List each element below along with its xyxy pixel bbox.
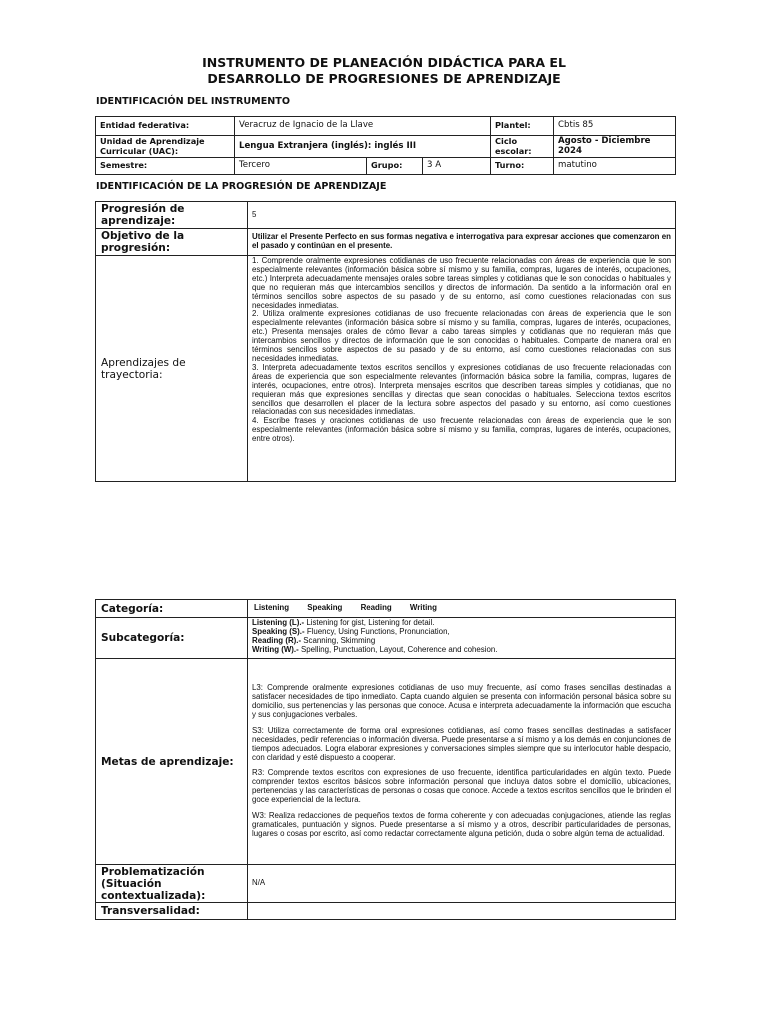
subcategoria-item — [252, 646, 671, 655]
entidad-value: Veracruz de Ignacio de la Llave — [235, 117, 491, 136]
objetivo-label — [96, 229, 248, 256]
semestre-value: Tercero — [235, 158, 367, 175]
aprendizaje-item: 2. Utiliza oralmente expresiones cotidianas de uso frecuente relacionadas con áreas de experiencia que le son especialmente relevantes (información básica sobre sí mismo y su familia, compras, lugares de interés, ocupaciones, etc.) Presenta mensajes orales de cómo llevar a cabo tareas simples y cotidianas que no requieran más que intercambios sencillos y directos de información que le son conocidas o habituales. Comparte de manera oral en términos sencillos sobre aspectos de su pasado y de su entorno, así como cuestiones relacionadas con sus necesidades inmediatas. — [252, 309, 671, 363]
subcategoria-name: Writing (W).- — [252, 644, 299, 654]
aprendizaje-item: 4. Escribe frases y oraciones cotidianas de uso frecuente relacionadas con áreas de experiencia que le son especialmente relevantes (información básica sobre sí mismo y su familia, compras, lugares de interés, ocupaciones, entre otros). — [252, 416, 671, 444]
categoria-reading: Reading — [360, 603, 392, 613]
categoria-value — [248, 600, 676, 618]
semestre-label: Semestre: — [96, 158, 235, 175]
aprendizajes-value — [248, 256, 676, 482]
problematizacion-label — [96, 865, 248, 903]
transversalidad-value — [248, 903, 676, 920]
subcategoria-text: Spelling, Punctuation, Layout, Coherence and cohesion. — [298, 644, 498, 654]
section-heading-instrumento: IDENTIFICACIÓN DEL INSTRUMENTO — [96, 96, 290, 107]
subcategoria-text: Fluency, Using Functions, Pronunciation, — [304, 626, 450, 636]
aprendizajes-label-line-2: trayectoria: — [101, 368, 163, 381]
progresion-label-line-1: Progresión de — [101, 203, 185, 215]
aprendizajes-label-line-1: Aprendizajes de — [101, 356, 186, 369]
ciclo-label-line-1: Ciclo — [495, 136, 518, 146]
categoria-listening: Listening — [254, 603, 290, 613]
ciclo-value-line-1: Agosto - Diciembre — [558, 136, 651, 146]
categoria-writing: Writing — [409, 603, 437, 613]
subcategoria-label: Subcategoría: — [96, 618, 248, 659]
entidad-label: Entidad federativa: — [96, 117, 235, 136]
problematizacion-label-line-2: (Situación — [101, 877, 162, 890]
plantel-value: Cbtis 85 — [554, 117, 676, 136]
progresion-value: 5 — [248, 202, 676, 229]
metas-value — [248, 659, 676, 865]
document-title — [0, 55, 768, 87]
meta-item-s3: S3: Utiliza correctamente de forma oral expresiones cotidianas, así como frases sencillas destinadas a satisfacer necesidades, pedir referencias o información diversa. Puede presentarse a sí mismo y a los demás en conjunciones de tiempos adecuados. Logra elaborar expresiones y conversaciones simples siempre que su interlocutor hable despacio, con claridad y esté dispuesto a cooperar. — [252, 725, 671, 762]
meta-item-r3: R3: Comprende textos escritos con expresiones de uso frecuente, identifica particularidades en algún texto. Puede comprender textos escritos básicos sobre información personal que incluya datos sobre el domicilio, ubicaciones, pertenencias y las características de personas o cosas que conoce. Accede a textos escritos sencillos que le brinden el goce experiencial de la lectura. — [252, 768, 671, 805]
problematizacion-value: N/A — [248, 865, 676, 903]
objetivo-label-line-1: Objetivo de la — [101, 230, 185, 242]
objetivo-value: Utilizar el Presente Perfecto en sus formas negativa e interrogativa para expresar acciones que comenzaron en el pasado y continúan en el presente. — [248, 229, 676, 256]
turno-value: matutino — [554, 158, 676, 175]
subcategoria-text: Listening for gist, Listening for detail. — [304, 618, 435, 627]
uac-label — [96, 136, 235, 158]
transversalidad-label: Transversalidad: — [96, 903, 248, 920]
uac-label-line-1: Unidad de Aprendizaje — [100, 136, 205, 146]
plantel-label: Plantel: — [491, 117, 554, 136]
progresion-label-line-2: aprendizaje: — [101, 215, 176, 227]
problematizacion-label-line-3: contextualizada): — [101, 889, 206, 902]
progresion-label — [96, 202, 248, 229]
grupo-label: Grupo: — [367, 158, 423, 175]
metas-label: Metas de aprendizaje: — [96, 659, 248, 865]
problematizacion-label-line-1: Problematización — [101, 865, 205, 878]
instrumento-table — [95, 116, 676, 175]
ciclo-value — [554, 136, 676, 158]
metas-table — [95, 599, 676, 920]
section-heading-progresion: IDENTIFICACIÓN DE LA PROGRESIÓN DE APRENDIZAJE — [96, 181, 387, 192]
subcategoria-name: Listening (L).- — [252, 618, 305, 627]
categoria-speaking: Speaking — [307, 603, 343, 613]
subcategoria-name: Speaking (S).- — [252, 626, 305, 636]
grupo-value: 3 A — [423, 158, 491, 175]
uac-value: Lengua Extranjera (inglés): inglés III — [235, 136, 491, 158]
aprendizaje-item: 1. Comprende oralmente expresiones cotidianas de uso frecuente relacionadas con áreas de experiencia que le son especialmente relevantes (información básica sobre sí mismo y su familia, compras, lugares de interés, ocupaciones, etc.) Interpreta adecuadamente mensajes orales sobre tareas simples y cotidianas que le son conocidas o habituales y que no requieran más que intercambios sencillos y directos de información. Da sentido a la información oral en términos sencillos sobre aspectos de su pasado y de su entorno, así como cuestiones relacionadas con sus necesidades inmediatas. — [252, 256, 671, 310]
ciclo-label-line-2: escolar: — [495, 145, 532, 156]
subcategoria-name: Reading (R).- — [252, 635, 302, 645]
meta-item-l3: L3: Comprende oralmente expresiones cotidianas de uso muy frecuente, así como frases sencillas destinadas a satisfacer necesidades de tipo inmediato. Capta cuando alguien se presenta con información personal básica sobre su domicilio, sus pertenencias y las personas que conoce. Acusa e interpreta adecuadamente la información que escucha y sus conjugaciones verbales. — [252, 683, 671, 719]
turno-label: Turno: — [491, 158, 554, 175]
ciclo-label — [491, 136, 554, 158]
aprendizajes-label — [96, 256, 248, 482]
document-title-line-2: DESARROLLO DE PROGRESIONES DE APRENDIZAJE — [207, 71, 561, 86]
subcategoria-text: Scanning, Skimming — [301, 635, 376, 645]
document-title-line-1: INSTRUMENTO DE PLANEACIÓN DIDÁCTICA PARA EL — [202, 55, 566, 70]
meta-item-w3: W3: Realiza redacciones de pequeños textos de forma coherente y con adecuadas conjugaciones, atiende las reglas gramaticales, puntuación y signos. Puede presentarse a sí mismo y a otros, describir particularidades de personas, lugares o cosas por escrito, así como redactar correctamente alguna petición, duda o sobre algún tema de actualidad. — [252, 811, 671, 838]
aprendizaje-item: 3. Interpreta adecuadamente textos escritos sencillos y expresiones cotidianas de uso frecuente relacionadas con áreas de experiencia que son especialmente relevantes (información básica sobre la familia, compras, lugares de interés, ocupaciones, entre otros). Interpreta mensajes escritos que describen tareas simples y cotidianas, que no requieran más que expresiones sencillas y directas que sean conocidas o habituales. Selecciona textos escritos sencillos que desarrollen el placer de la lectura sobre aspectos del pasado y su entorno, así como cuestiones relacionadas con sus necesidades inmediatas. — [252, 362, 671, 417]
uac-label-line-2: Curricular (UAC): — [100, 145, 179, 156]
progresion-table — [95, 201, 676, 482]
subcategoria-value — [248, 618, 676, 659]
ciclo-value-line-2: 2024 — [558, 145, 582, 156]
categoria-label: Categoría: — [96, 600, 248, 618]
objetivo-label-line-2: progresión: — [101, 242, 171, 254]
